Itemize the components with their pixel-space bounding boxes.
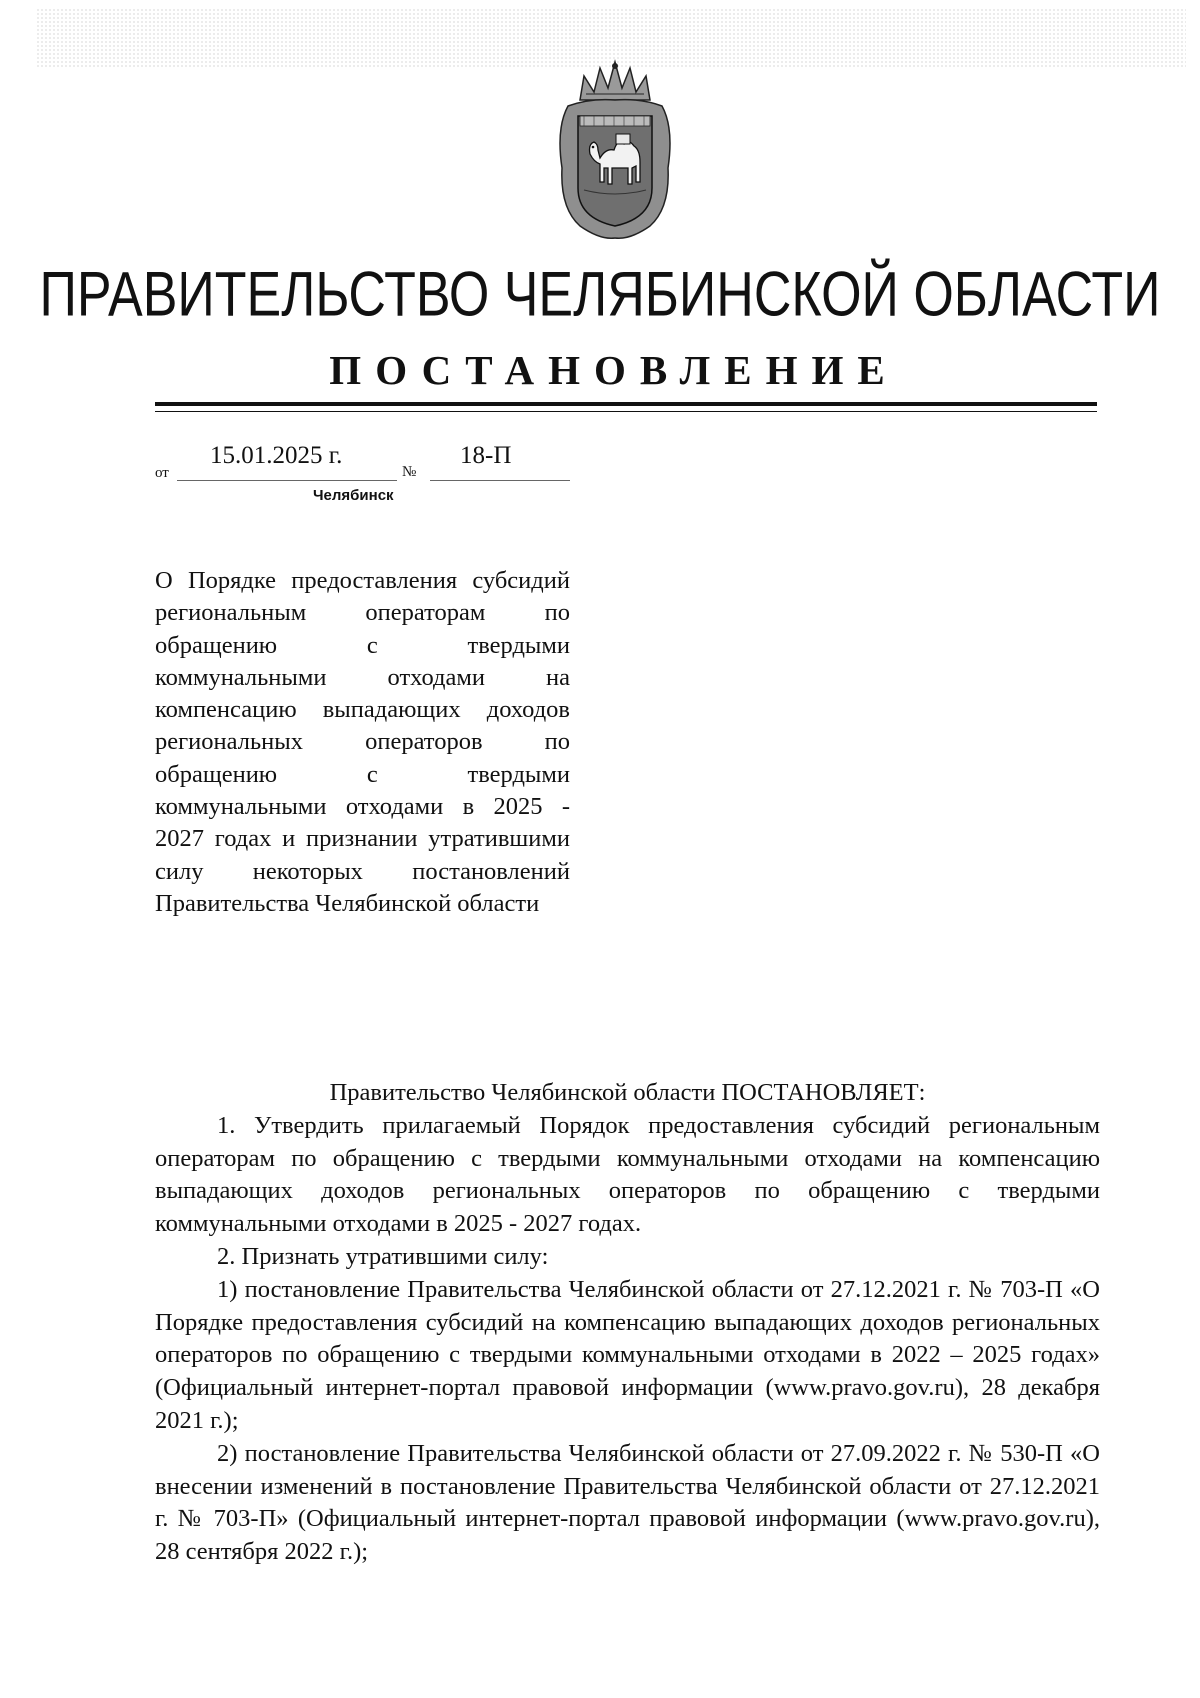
paragraph-1: 1. Утвердить прилагаемый Порядок предоставления субсидий региональным операторам по обращению с твердыми коммунальными отходами на компенсацию выпадающих доходов региональных операторов по обращению с твердыми коммунальными отходами в 2025 - 2027 годах. <box>155 1111 1100 1238</box>
city-name: Челябинск <box>313 487 394 504</box>
document-number: 18-П <box>460 442 512 469</box>
document-date: 15.01.2025 г. <box>210 442 343 469</box>
number-line <box>430 480 570 481</box>
paragraph-2-item-1: 1) постановление Правительства Челябинской области от 27.12.2021 г. № 703-П «О Порядке предоставления субсидий на компенсацию выпадающих доходов региональных операторов по обращению с твердыми коммунальными отходами в 2022 – 2025 годах» (Официальный интернет-портал правовой информации (www.pravo.gov.ru), 28 декабря 2021 г.); <box>155 1275 1100 1434</box>
document-body <box>155 1077 1100 1569</box>
paragraph-2: 2. Признать утратившими силу: <box>217 1242 549 1270</box>
preamble: Правительство Челябинской области ПОСТАНОВЛЯЕТ: <box>329 1079 926 1106</box>
document-subject: О Порядке предоставления субсидий региональным операторам по обращению с твердыми коммунальными отходами на компенсацию выпадающих доходов региональных операторов по обращению с твердыми коммунальными отходами в 2025 - 2027 годах и признании утратившими силу некоторых постановлений Правительства Челябинской области <box>155 567 570 917</box>
date-line <box>177 480 397 481</box>
date-label: от <box>155 465 169 481</box>
paragraph-2-item-2: 2) постановление Правительства Челябинской области от 27.09.2022 г. № 530-П «О внесении изменений в постановление Правительства Челябинской области от 27.12.2021 г. № 703-П» (Официальный интернет-портал правовой информации (www.pravo.gov.ru), 28 сентября 2022 г.); <box>155 1439 1100 1566</box>
document-type: ПОСТАНОВЛЕНИЕ <box>329 347 899 393</box>
header-divider-thin <box>155 411 1097 412</box>
number-label: № <box>402 464 417 480</box>
header-divider <box>155 402 1097 406</box>
chelyabinsk-coat-of-arms-icon <box>550 58 680 243</box>
government-title: ПРАВИТЕЛЬСТВО ЧЕЛЯБИНСКОЙ ОБЛАСТИ <box>39 259 1161 330</box>
